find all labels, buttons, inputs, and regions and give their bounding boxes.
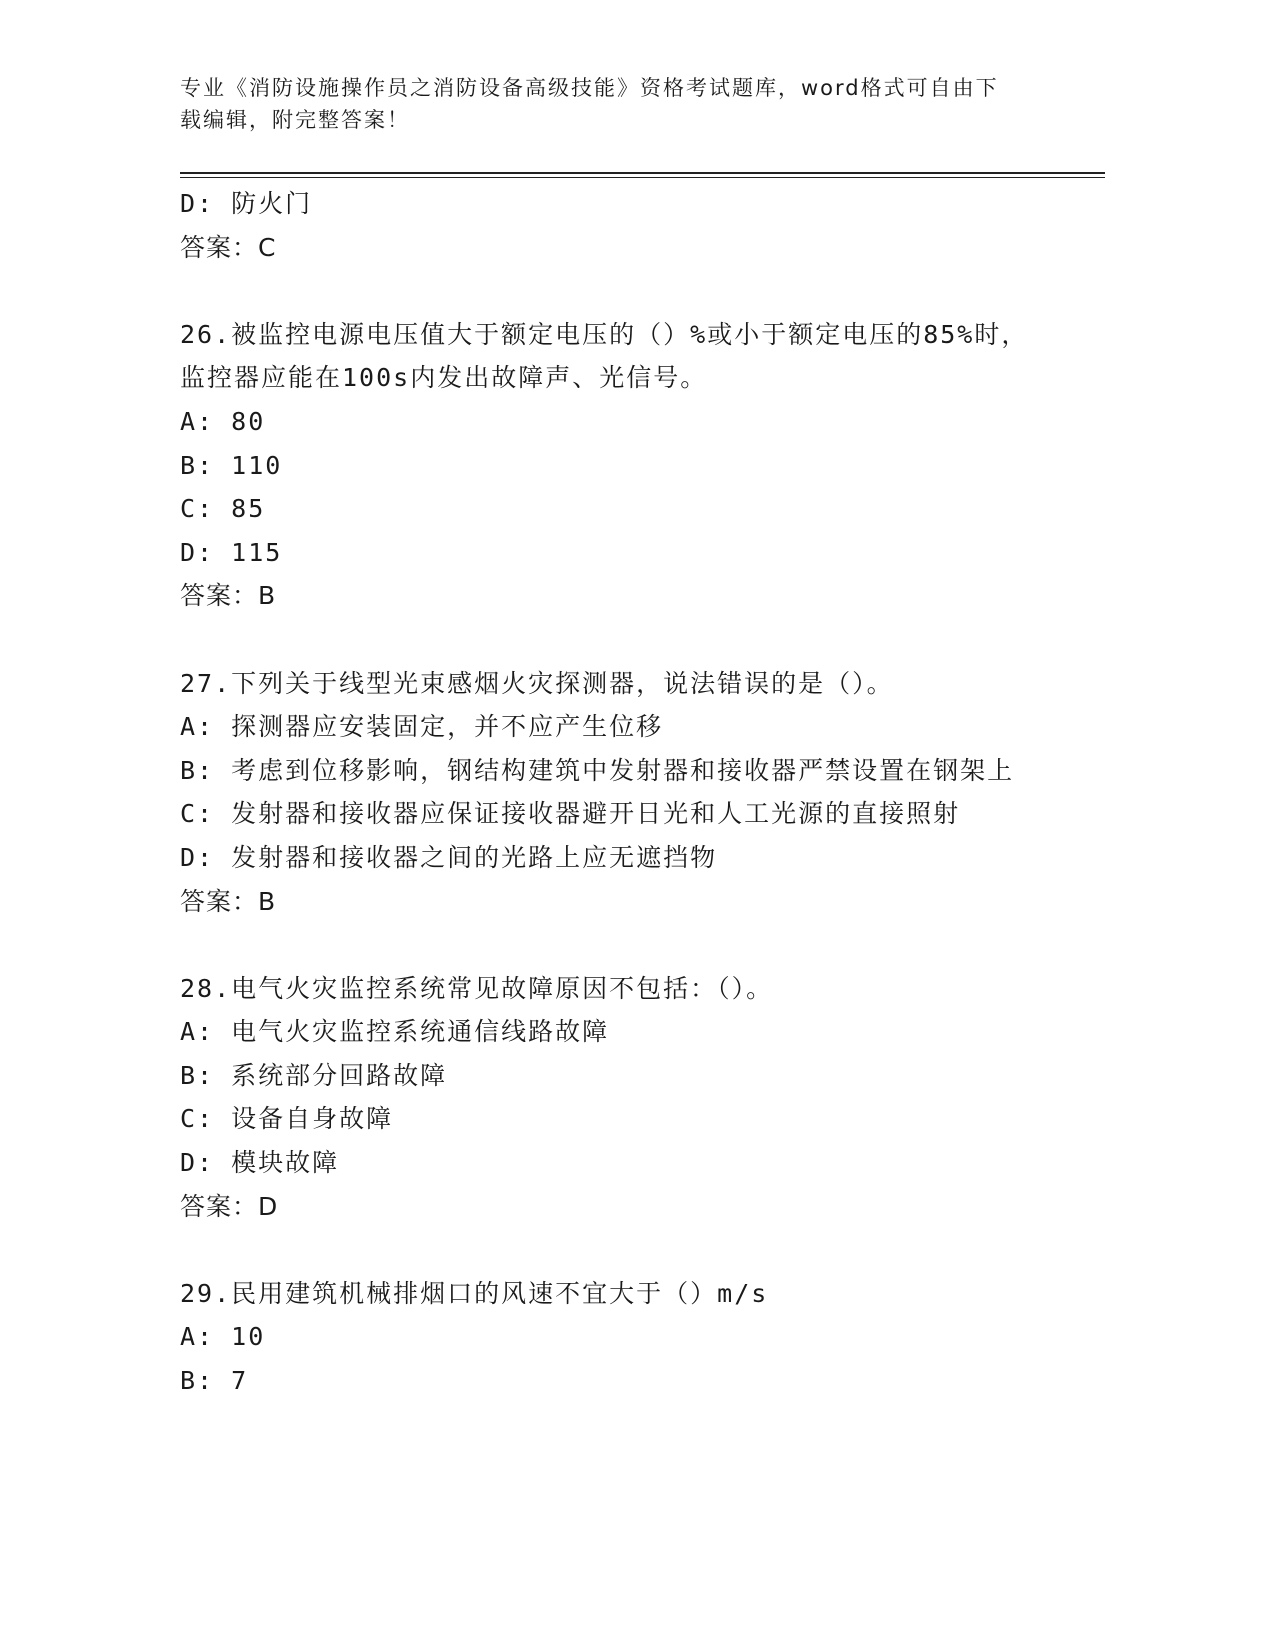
answer-line: 答案：B bbox=[180, 581, 277, 611]
option-b: B: 110 bbox=[180, 450, 283, 480]
question-29 bbox=[180, 1272, 1060, 1403]
spacer bbox=[180, 269, 1060, 313]
option-a: A: 80 bbox=[180, 406, 266, 436]
question-27 bbox=[180, 662, 1060, 924]
option-c: C: 发射器和接收器应保证接收器避开日光和人工光源的直接照射 bbox=[180, 799, 961, 829]
option-b: B: 7 bbox=[180, 1366, 249, 1396]
answer-line: 答案：B bbox=[180, 886, 277, 916]
question-stem: 26.被监控电源电压值大于额定电压的（）%或小于额定电压的85%时， bbox=[180, 319, 1029, 349]
option-c: C: 85 bbox=[180, 494, 266, 524]
question-list bbox=[180, 182, 1060, 1403]
question-stem: 29.民用建筑机械排烟口的风速不宜大于（）m/s bbox=[180, 1278, 769, 1308]
option-d: D: 115 bbox=[180, 537, 283, 567]
question-stem: 监控器应能在100s内发出故障声、光信号。 bbox=[180, 363, 708, 393]
spacer bbox=[180, 1228, 1060, 1272]
option-a: A: 10 bbox=[180, 1322, 266, 1352]
option-c: C: 设备自身故障 bbox=[180, 1104, 394, 1134]
option-d: D: 模块故障 bbox=[180, 1148, 340, 1178]
header-divider-thin bbox=[180, 177, 1105, 178]
question-26 bbox=[180, 313, 1060, 618]
question-stem: 27.下列关于线型光束感烟火灾探测器，说法错误的是（）。 bbox=[180, 668, 894, 698]
spacer bbox=[180, 618, 1060, 662]
option-d: D: 防火门 bbox=[180, 189, 313, 218]
question-stem: 28.电气火灾监控系统常见故障原因不包括：（）。 bbox=[180, 973, 774, 1003]
option-b: B: 系统部分回路故障 bbox=[180, 1060, 448, 1090]
header-divider-thick bbox=[180, 172, 1105, 174]
question-28 bbox=[180, 967, 1060, 1229]
header-line-2: 载编辑，附完整答案！ bbox=[180, 108, 410, 132]
spacer bbox=[180, 923, 1060, 967]
option-d: D: 发射器和接收器之间的光路上应无遮挡物 bbox=[180, 842, 718, 872]
header-line-1: 专业《消防设施操作员之消防设备高级技能》资格考试题库，word格式可自由下 bbox=[180, 76, 999, 100]
option-a: A: 探测器应安装固定，并不应产生位移 bbox=[180, 712, 664, 742]
answer-line: 答案：D bbox=[180, 1191, 279, 1221]
option-b: B: 考虑到位移影响，钢结构建筑中发射器和接收器严禁设置在钢架上 bbox=[180, 755, 1015, 785]
option-a: A: 电气火灾监控系统通信线路故障 bbox=[180, 1017, 610, 1047]
answer-line: 答案：C bbox=[180, 232, 277, 262]
document-header bbox=[180, 72, 1060, 136]
